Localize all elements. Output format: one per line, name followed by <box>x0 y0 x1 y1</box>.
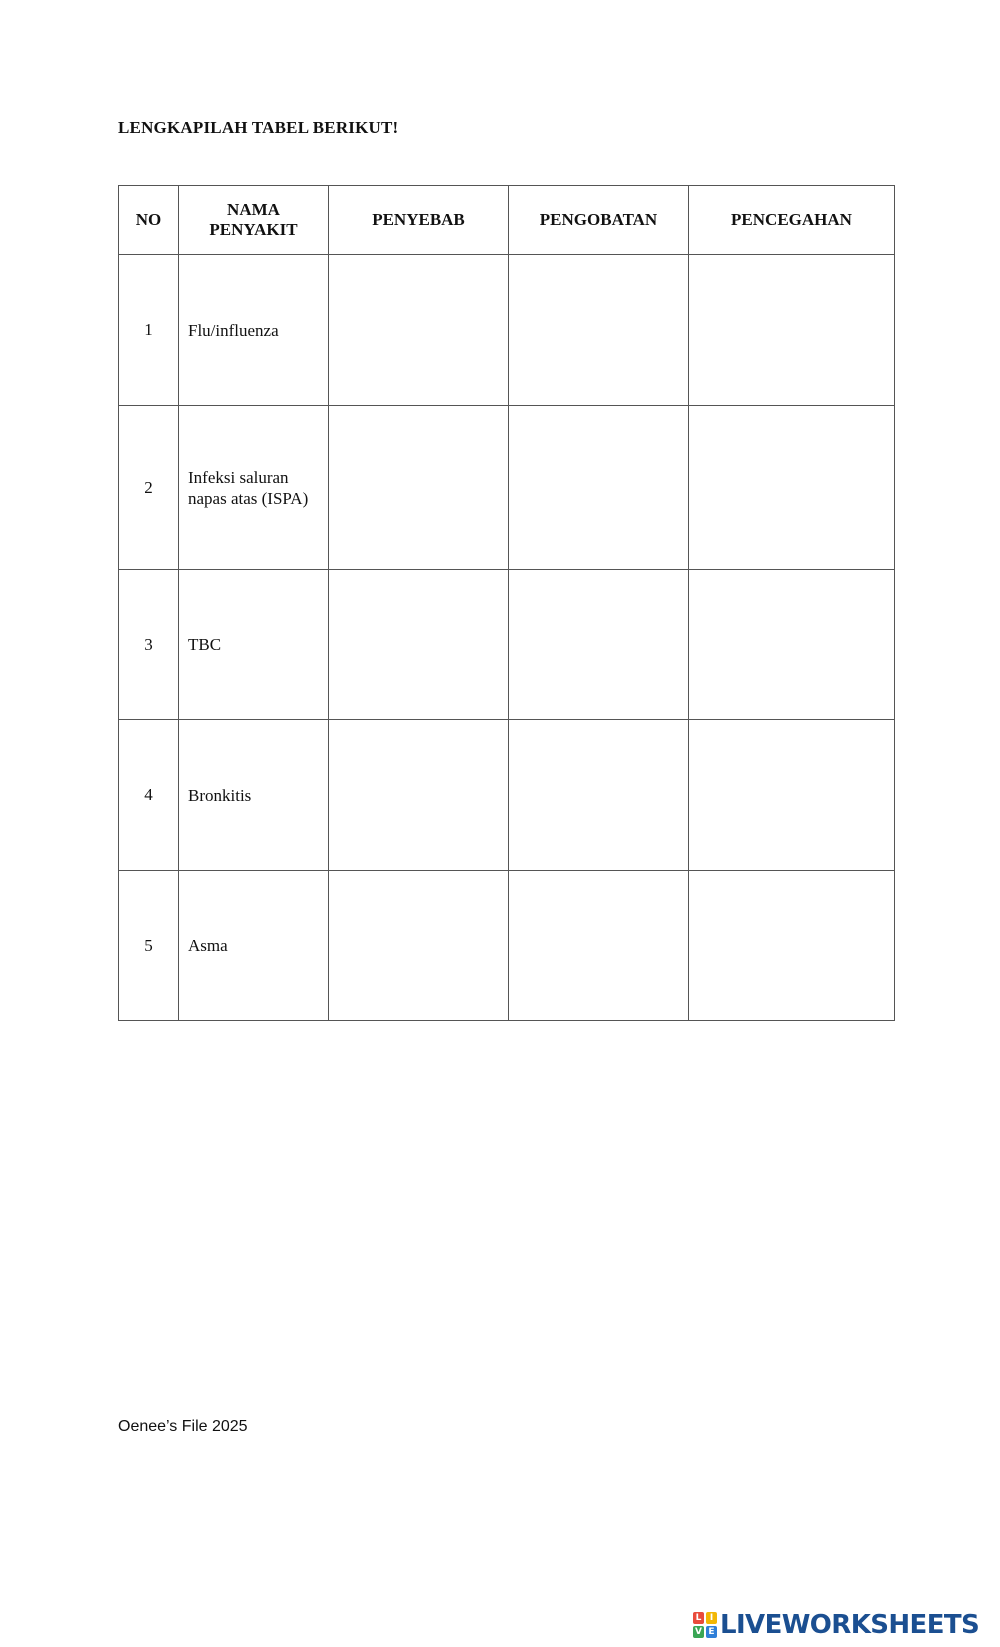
penyebab-answer-cell[interactable] <box>329 720 509 871</box>
table-row <box>119 255 895 406</box>
worksheet-title: LENGKAPILAH TABEL BERIKUT! <box>118 118 399 137</box>
table-row <box>119 570 895 720</box>
penyebab-answer-cell[interactable] <box>329 871 509 1021</box>
table-row <box>119 406 895 570</box>
disease-name: Flu/influenza <box>179 255 329 406</box>
footer-credit: Oenee’s File 2025 <box>118 1418 248 1435</box>
logo-tile: L <box>693 1612 704 1624</box>
header-no: NO <box>119 186 179 255</box>
row-number: 5 <box>119 871 179 1021</box>
pengobatan-answer-cell[interactable] <box>509 570 689 720</box>
disease-name: Infeksi saluran napas atas (ISPA) <box>179 406 329 570</box>
brand-text: LIVEWORKSHEETS <box>720 1610 980 1640</box>
pencegahan-answer-cell[interactable] <box>689 720 895 871</box>
row-number: 3 <box>119 570 179 720</box>
penyebab-answer-cell[interactable] <box>329 406 509 570</box>
disease-name: TBC <box>179 570 329 720</box>
penyebab-answer-cell[interactable] <box>329 255 509 406</box>
logo-tile: V <box>693 1626 704 1638</box>
row-number: 4 <box>119 720 179 871</box>
pengobatan-answer-cell[interactable] <box>509 720 689 871</box>
disease-name: Bronkitis <box>179 720 329 871</box>
pencegahan-answer-cell[interactable] <box>689 406 895 570</box>
logo-tile: I <box>706 1612 717 1624</box>
pencegahan-answer-cell[interactable] <box>689 570 895 720</box>
table-header-row <box>119 186 895 255</box>
pencegahan-answer-cell[interactable] <box>689 871 895 1021</box>
disease-table <box>118 185 895 1021</box>
header-nama-penyakit: NAMA PENYAKIT <box>179 186 329 255</box>
pengobatan-answer-cell[interactable] <box>509 255 689 406</box>
liveworksheets-brand[interactable] <box>693 1610 979 1640</box>
table-row <box>119 720 895 871</box>
row-number: 2 <box>119 406 179 570</box>
penyebab-answer-cell[interactable] <box>329 570 509 720</box>
table-row <box>119 871 895 1021</box>
logo-tile: E <box>706 1626 717 1638</box>
header-pengobatan: PENGOBATAN <box>509 186 689 255</box>
liveworksheets-logo-icon <box>693 1612 717 1638</box>
pengobatan-answer-cell[interactable] <box>509 871 689 1021</box>
header-penyebab: PENYEBAB <box>329 186 509 255</box>
header-pencegahan: PENCEGAHAN <box>689 186 895 255</box>
pengobatan-answer-cell[interactable] <box>509 406 689 570</box>
pencegahan-answer-cell[interactable] <box>689 255 895 406</box>
disease-name: Asma <box>179 871 329 1021</box>
row-number: 1 <box>119 255 179 406</box>
